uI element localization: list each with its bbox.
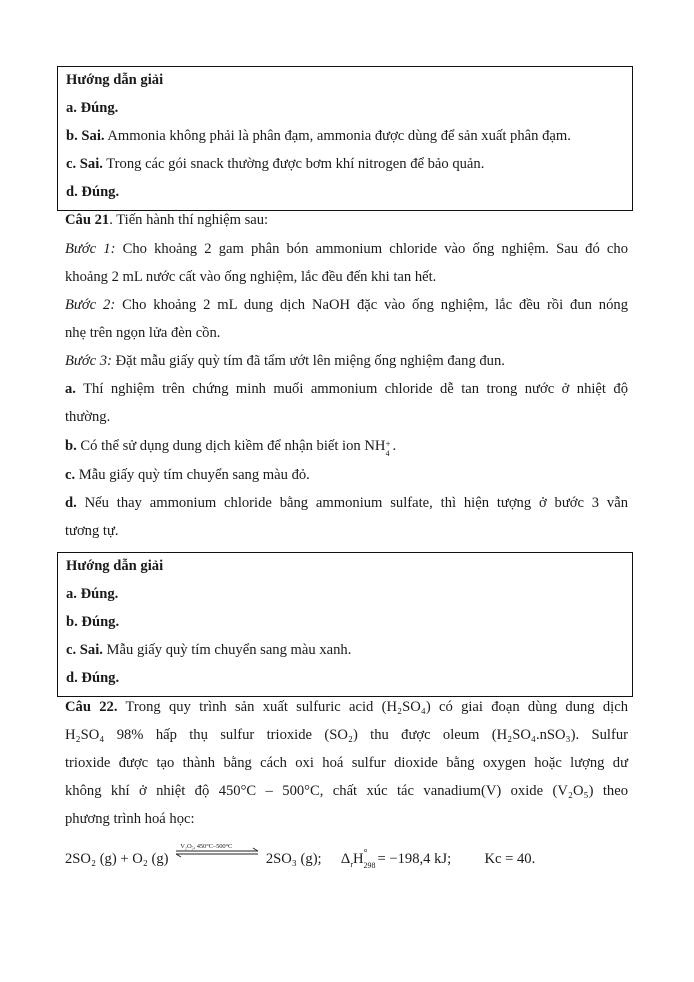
solution-item-b: b. Đúng.: [66, 614, 120, 630]
reaction-condition: V₂O₅, 450°C–500°C: [180, 843, 233, 850]
solution-heading: Hướng dẫn giải: [66, 72, 164, 88]
solution-box-1: [57, 66, 633, 211]
ammonium-ion-formula: NH + 4: [364, 438, 391, 458]
solution-item-b: b. Sai. Ammonia không phải là phân đạm, ammonia được dùng để sản xuất phân đạm.: [66, 128, 571, 144]
statement-c: c. Mẫu giấy quỳ tím chuyển sang màu đỏ.: [65, 467, 310, 483]
equation-reactants: 2SO₂ (g) + O₂ (g): [65, 851, 169, 867]
question-22-line-3: trioxide được tạo thành bằng cách oxi hoá sulfur dioxide bằng oxygen hoặc lượng dư: [65, 755, 628, 771]
question-22-line-1: Câu 22. Trong quy trình sản xuất sulfuric acid (H₂SO₄) có giai đoạn dùng dung dịch: [65, 699, 628, 715]
solution-item-d: d. Đúng.: [66, 670, 120, 686]
solution-item-a: a. Đúng.: [66, 100, 119, 116]
step-2-line-2: nhẹ trên ngọn lửa đèn cồn.: [65, 325, 221, 341]
solution-item-c: c. Sai. Trong các gói snack thường được bơm khí nitrogen để bảo quản.: [66, 156, 485, 172]
statement-d-line-1: d. Nếu thay ammonium chloride bằng ammonium sulfate, thì hiện tượng ở bước 3 vẫn: [65, 495, 628, 511]
solution-heading: Hướng dẫn giải: [66, 558, 164, 574]
statement-b: b. Có thể sử dụng dung dịch kiềm để nhận biết ion NH + 4 .: [65, 438, 397, 458]
solution-box-2: [57, 552, 633, 697]
step-1-line-1: Bước 1: Cho khoảng 2 gam phân bón ammonium chloride vào ống nghiệm. Sau đó cho: [65, 241, 628, 257]
question-22-line-4: không khí ở nhiệt độ 450°C – 500°C, chất xúc tác vanadium(V) oxide (V₂O₅) theo: [65, 783, 628, 799]
equation-products: 2SO₃ (g);: [265, 851, 322, 867]
step-3-line-1: Bước 3: Đặt mẫu giấy quỳ tím đã tẩm ướt lên miệng ống nghiệm đang đun.: [65, 353, 505, 369]
statement-a-line-1: a. Thí nghiệm trên chứng minh muối ammonium chloride dễ tan trong nước ở nhiệt độ: [65, 381, 628, 397]
step-1-line-2: khoảng 2 mL nước cất vào ống nghiệm, lắc đều đến khi tan hết.: [65, 269, 437, 285]
enthalpy-change: $\Delta_rH$ ° 298 = −198,4 kJ;: [340, 848, 452, 870]
question-22-line-5: phương trình hoá học:: [65, 811, 195, 827]
statement-a-line-2: thường.: [65, 409, 111, 425]
chemical-equation: [65, 845, 535, 874]
statement-d-line-2: tương tự.: [65, 523, 119, 539]
question-22-line-2: H₂SO₄ 98% hấp thụ sulfur trioxide (SO₂) thu được oleum (H₂SO₄.nSO₃). Sulfur: [65, 727, 628, 743]
solution-item-a: a. Đúng.: [66, 586, 119, 602]
solution-item-c: c. Sai. Mẫu giấy quỳ tím chuyển sang màu xanh.: [66, 642, 352, 658]
step-2-line-1: Bước 2: Cho khoảng 2 mL dung dịch NaOH đặc vào ống nghiệm, lắc đều rồi đun nóng: [65, 297, 628, 313]
question-21-title: Câu 21. Tiến hành thí nghiệm sau:: [65, 212, 269, 228]
solution-item-d: d. Đúng.: [66, 184, 120, 200]
equilibrium-constant: Kc = 40.: [484, 851, 536, 867]
equilibrium-arrow-icon: [174, 845, 260, 861]
